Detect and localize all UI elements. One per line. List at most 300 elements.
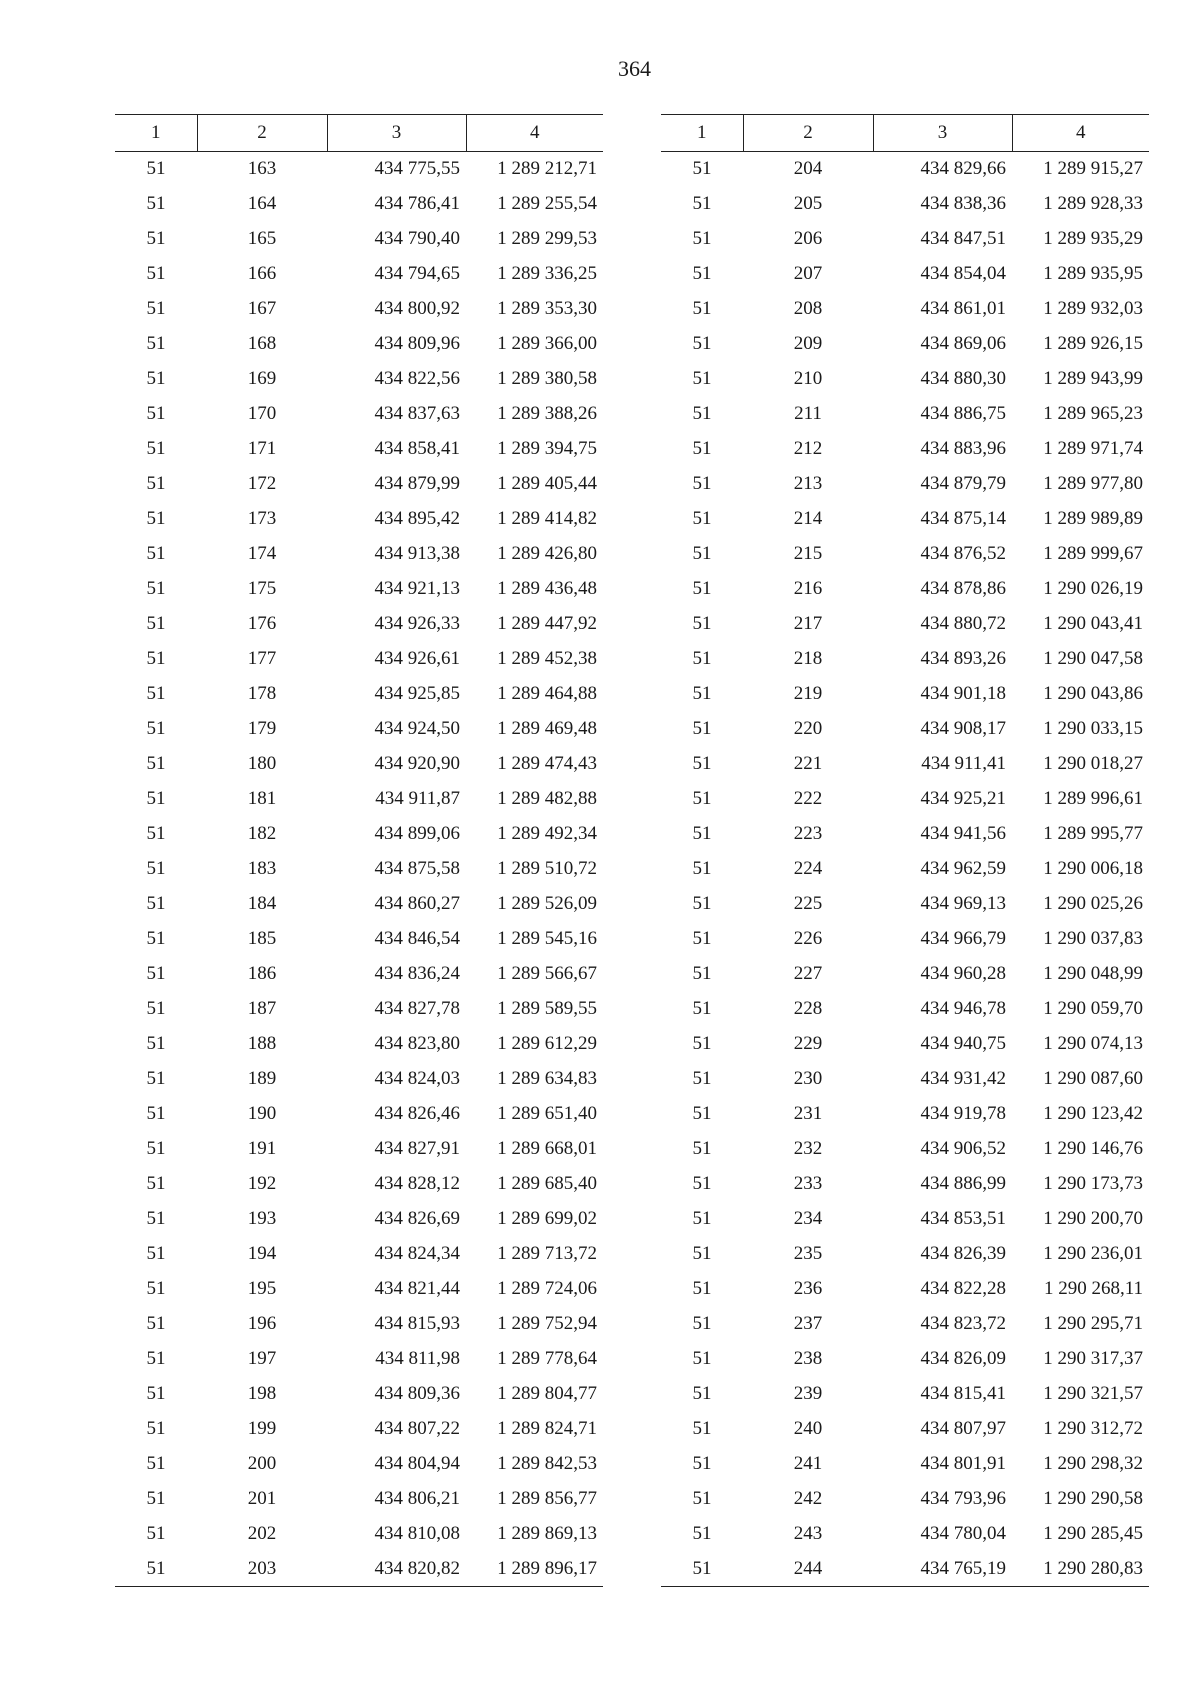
y-coordinate-cell: 1 290 043,41 (1043, 613, 1143, 634)
y-coordinate-cell: 1 289 436,48 (497, 578, 597, 599)
parcel-number-cell: 51 (146, 753, 166, 774)
x-coordinate-cell: 434 876,52 (920, 543, 1006, 564)
point-number-cell: 177 (247, 648, 277, 669)
point-number-cell: 168 (247, 333, 277, 354)
x-coordinate-cell: 434 858,41 (374, 438, 460, 459)
parcel-number-cell: 51 (146, 1173, 166, 1194)
table-row (115, 677, 603, 712)
y-coordinate-cell: 1 289 380,58 (497, 368, 597, 389)
table-row (661, 817, 1149, 852)
y-coordinate-cell: 1 290 026,19 (1043, 578, 1143, 599)
table-row (115, 642, 603, 677)
x-coordinate-cell: 434 847,51 (920, 228, 1006, 249)
y-coordinate-cell: 1 289 778,64 (497, 1348, 597, 1369)
y-coordinate-cell: 1 290 074,13 (1043, 1033, 1143, 1054)
y-coordinate-cell: 1 290 298,32 (1043, 1453, 1143, 1474)
table-row (115, 817, 603, 852)
parcel-number-cell: 51 (692, 683, 712, 704)
x-coordinate-cell: 434 895,42 (374, 508, 460, 529)
y-coordinate-cell: 1 289 724,06 (497, 1278, 597, 1299)
point-number-cell: 233 (793, 1173, 823, 1194)
parcel-number-cell: 51 (146, 403, 166, 424)
table-row (661, 887, 1149, 922)
parcel-number-cell: 51 (692, 928, 712, 949)
x-coordinate-cell: 434 854,04 (920, 263, 1006, 284)
point-number-cell: 187 (247, 998, 277, 1019)
parcel-number-cell: 51 (692, 1418, 712, 1439)
x-coordinate-cell: 434 860,27 (374, 893, 460, 914)
parcel-number-cell: 51 (146, 158, 166, 180)
y-coordinate-cell: 1 289 926,15 (1043, 333, 1143, 354)
point-number-cell: 202 (247, 1523, 277, 1544)
table-row (661, 1272, 1149, 1307)
y-coordinate-cell: 1 290 006,18 (1043, 858, 1143, 879)
point-number-cell: 224 (793, 858, 823, 879)
point-number-cell: 164 (247, 193, 277, 214)
point-number-cell: 199 (247, 1418, 277, 1439)
x-coordinate-cell: 434 921,13 (374, 578, 460, 599)
parcel-number-cell: 51 (692, 648, 712, 669)
x-coordinate-cell: 434 919,78 (920, 1103, 1006, 1124)
point-number-cell: 182 (247, 823, 277, 844)
x-coordinate-cell: 434 966,79 (920, 928, 1006, 949)
parcel-number-cell: 51 (146, 263, 166, 284)
y-coordinate-cell: 1 289 869,13 (497, 1523, 597, 1544)
x-coordinate-cell: 434 786,41 (374, 193, 460, 214)
point-number-cell: 195 (247, 1278, 277, 1299)
parcel-number-cell: 51 (692, 788, 712, 809)
x-coordinate-cell: 434 875,58 (374, 858, 460, 879)
y-coordinate-cell: 1 289 824,71 (497, 1418, 597, 1439)
table-row (661, 1342, 1149, 1377)
table-row (661, 607, 1149, 642)
table-row (115, 1167, 603, 1202)
x-coordinate-cell: 434 960,28 (920, 963, 1006, 984)
table-row (115, 1202, 603, 1237)
x-coordinate-cell: 434 826,09 (920, 1348, 1006, 1369)
point-number-cell: 240 (793, 1418, 823, 1439)
point-number-cell: 244 (743, 1552, 873, 1587)
x-coordinate-cell: 434 920,90 (374, 753, 460, 774)
table-row (115, 1307, 603, 1342)
x-coordinate-cell: 434 946,78 (920, 998, 1006, 1019)
parcel-number-cell: 51 (146, 823, 166, 844)
parcel-number-cell: 51 (146, 543, 166, 564)
parcel-number-cell: 51 (692, 1313, 712, 1334)
x-coordinate-cell: 434 820,82 (327, 1552, 466, 1587)
parcel-number-cell: 51 (692, 298, 712, 319)
x-coordinate-cell: 434 925,85 (374, 683, 460, 704)
point-number-cell: 213 (793, 473, 823, 494)
parcel-number-cell: 51 (692, 333, 712, 354)
x-coordinate-cell: 434 807,97 (920, 1418, 1006, 1439)
y-coordinate-cell: 1 289 685,40 (497, 1173, 597, 1194)
point-number-cell: 171 (247, 438, 277, 459)
x-coordinate-cell: 434 886,99 (920, 1173, 1006, 1194)
table-row (115, 1027, 603, 1062)
parcel-number-cell: 51 (146, 1243, 166, 1264)
table-row (661, 1027, 1149, 1062)
y-coordinate-cell: 1 289 612,29 (497, 1033, 597, 1054)
parcel-number-cell: 51 (692, 1348, 712, 1369)
table-row (661, 397, 1149, 432)
x-coordinate-cell: 434 775,55 (374, 158, 460, 180)
parcel-number-cell: 51 (146, 368, 166, 389)
y-coordinate-cell: 1 290 048,99 (1043, 963, 1143, 984)
parcel-number-cell: 51 (146, 508, 166, 529)
point-number-cell: 243 (793, 1523, 823, 1544)
y-coordinate-cell: 1 289 842,53 (497, 1453, 597, 1474)
y-coordinate-cell: 1 289 469,48 (497, 718, 597, 739)
parcel-number-cell: 51 (692, 508, 712, 529)
parcel-number-cell: 51 (146, 1348, 166, 1369)
x-coordinate-cell: 434 869,06 (920, 333, 1006, 354)
x-coordinate-cell: 434 837,63 (374, 403, 460, 424)
parcel-number-cell: 51 (692, 1488, 712, 1509)
parcel-number-cell: 51 (146, 718, 166, 739)
table-row (661, 222, 1149, 257)
parcel-number-cell: 51 (146, 1488, 166, 1509)
y-coordinate-cell: 1 289 943,99 (1043, 368, 1143, 389)
x-coordinate-cell: 434 846,54 (374, 928, 460, 949)
table-row (115, 572, 603, 607)
x-coordinate-cell: 434 822,28 (920, 1278, 1006, 1299)
x-coordinate-cell: 434 853,51 (920, 1208, 1006, 1229)
parcel-number-cell: 51 (146, 683, 166, 704)
table-row (115, 1062, 603, 1097)
parcel-number-cell: 51 (146, 1383, 166, 1404)
table-row (661, 992, 1149, 1027)
y-coordinate-cell: 1 290 285,45 (1043, 1523, 1143, 1544)
point-number-cell: 174 (247, 543, 277, 564)
x-coordinate-cell: 434 925,21 (920, 788, 1006, 809)
point-number-cell: 188 (247, 1033, 277, 1054)
parcel-number-cell: 51 (146, 333, 166, 354)
table-row (115, 1447, 603, 1482)
table-row (115, 432, 603, 467)
parcel-number-cell: 51 (661, 1552, 743, 1587)
table-row (661, 1412, 1149, 1447)
x-coordinate-cell: 434 911,41 (921, 753, 1006, 774)
x-coordinate-cell: 434 880,30 (920, 368, 1006, 389)
x-coordinate-cell: 434 906,52 (920, 1138, 1006, 1159)
table-row (661, 537, 1149, 572)
x-coordinate-cell: 434 899,06 (374, 823, 460, 844)
table-header-row (661, 115, 1149, 152)
parcel-number-cell: 51 (146, 1208, 166, 1229)
x-coordinate-cell: 434 810,08 (374, 1523, 460, 1544)
parcel-number-cell: 51 (146, 1523, 166, 1544)
y-coordinate-cell: 1 289 965,23 (1043, 403, 1143, 424)
point-number-cell: 223 (793, 823, 823, 844)
table-row (115, 607, 603, 642)
point-number-cell: 230 (793, 1068, 823, 1089)
point-number-cell: 227 (793, 963, 823, 984)
point-number-cell: 183 (247, 858, 277, 879)
x-coordinate-cell: 434 815,41 (920, 1383, 1006, 1404)
parcel-number-cell: 51 (146, 1453, 166, 1474)
point-number-cell: 238 (793, 1348, 823, 1369)
x-coordinate-cell: 434 806,21 (374, 1488, 460, 1509)
parcel-number-cell: 51 (692, 578, 712, 599)
table-body-left (115, 152, 603, 1587)
parcel-number-cell: 51 (692, 893, 712, 914)
point-number-cell: 190 (247, 1103, 277, 1124)
parcel-number-cell: 51 (146, 893, 166, 914)
point-number-cell: 200 (247, 1453, 277, 1474)
parcel-number-cell: 51 (146, 998, 166, 1019)
parcel-number-cell: 51 (146, 1068, 166, 1089)
table-row (115, 327, 603, 362)
x-coordinate-cell: 434 969,13 (920, 893, 1006, 914)
parcel-number-cell: 51 (692, 543, 712, 564)
point-number-cell: 220 (793, 718, 823, 739)
table-row (115, 887, 603, 922)
x-coordinate-cell: 434 886,75 (920, 403, 1006, 424)
y-coordinate-cell: 1 290 018,27 (1043, 753, 1143, 774)
x-coordinate-cell: 434 878,86 (920, 578, 1006, 599)
point-number-cell: 176 (247, 613, 277, 634)
parcel-number-cell: 51 (692, 998, 712, 1019)
point-number-cell: 184 (247, 893, 277, 914)
x-coordinate-cell: 434 875,14 (920, 508, 1006, 529)
y-coordinate-cell: 1 290 025,26 (1043, 893, 1143, 914)
y-coordinate-cell: 1 289 353,30 (497, 298, 597, 319)
point-number-cell: 241 (793, 1453, 823, 1474)
y-coordinate-cell: 1 289 932,03 (1043, 298, 1143, 319)
x-coordinate-cell: 434 924,50 (374, 718, 460, 739)
y-coordinate-cell: 1 290 236,01 (1043, 1243, 1143, 1264)
x-coordinate-cell: 434 827,78 (374, 998, 460, 1019)
table-row (661, 1482, 1149, 1517)
parcel-number-cell: 51 (146, 1313, 166, 1334)
column-header-2: 2 (743, 115, 873, 152)
x-coordinate-cell: 434 826,69 (374, 1208, 460, 1229)
y-coordinate-cell: 1 289 915,27 (1043, 158, 1143, 180)
parcel-number-cell: 51 (692, 1278, 712, 1299)
table-body-right (661, 152, 1149, 1587)
point-number-cell: 211 (794, 403, 822, 424)
x-coordinate-cell: 434 801,91 (920, 1453, 1006, 1474)
table-row (115, 502, 603, 537)
y-coordinate-cell: 1 289 405,44 (497, 473, 597, 494)
y-coordinate-cell: 1 289 366,00 (497, 333, 597, 354)
table-row (661, 257, 1149, 292)
x-coordinate-cell: 434 807,22 (374, 1418, 460, 1439)
point-number-cell: 198 (247, 1383, 277, 1404)
point-number-cell: 217 (793, 613, 823, 634)
x-coordinate-cell: 434 926,61 (374, 648, 460, 669)
point-number-cell: 181 (247, 788, 277, 809)
table-row (115, 1342, 603, 1377)
parcel-number-cell: 51 (692, 438, 712, 459)
x-coordinate-cell: 434 823,72 (920, 1313, 1006, 1334)
table-row (661, 432, 1149, 467)
y-coordinate-cell: 1 289 935,95 (1043, 263, 1143, 284)
x-coordinate-cell: 434 815,93 (374, 1313, 460, 1334)
parcel-number-cell: 51 (692, 963, 712, 984)
x-coordinate-cell: 434 931,42 (920, 1068, 1006, 1089)
point-number-cell: 221 (793, 753, 823, 774)
x-coordinate-cell: 434 838,36 (920, 193, 1006, 214)
x-coordinate-cell: 434 827,91 (374, 1138, 460, 1159)
table-row (115, 1482, 603, 1517)
table-row (115, 747, 603, 782)
table-row (115, 782, 603, 817)
x-coordinate-cell: 434 941,56 (920, 823, 1006, 844)
x-coordinate-cell: 434 824,34 (374, 1243, 460, 1264)
y-coordinate-cell: 1 289 752,94 (497, 1313, 597, 1334)
parcel-number-cell: 51 (146, 1033, 166, 1054)
y-coordinate-cell: 1 289 426,80 (497, 543, 597, 564)
point-number-cell: 235 (793, 1243, 823, 1264)
table-row (661, 467, 1149, 502)
y-coordinate-cell: 1 289 464,88 (497, 683, 597, 704)
parcel-number-cell: 51 (692, 1453, 712, 1474)
x-coordinate-cell: 434 861,01 (920, 298, 1006, 319)
table-row (661, 677, 1149, 712)
table-row (661, 362, 1149, 397)
y-coordinate-cell: 1 289 996,61 (1043, 788, 1143, 809)
point-number-cell: 231 (793, 1103, 823, 1124)
x-coordinate-cell: 434 883,96 (920, 438, 1006, 459)
y-coordinate-cell: 1 289 896,17 (466, 1552, 603, 1587)
y-coordinate-cell: 1 290 295,71 (1043, 1313, 1143, 1334)
point-number-cell: 207 (793, 263, 823, 284)
table-row (115, 1272, 603, 1307)
table-row (661, 852, 1149, 887)
x-coordinate-cell: 434 940,75 (920, 1033, 1006, 1054)
x-coordinate-cell: 434 765,19 (873, 1552, 1012, 1587)
parcel-number-cell: 51 (146, 578, 166, 599)
parcel-number-cell: 51 (692, 1208, 712, 1229)
x-coordinate-cell: 434 926,33 (374, 613, 460, 634)
x-coordinate-cell: 434 911,87 (375, 788, 460, 809)
parcel-number-cell: 51 (692, 718, 712, 739)
point-number-cell: 214 (793, 508, 823, 529)
y-coordinate-cell: 1 289 474,43 (497, 753, 597, 774)
point-number-cell: 173 (247, 508, 277, 529)
point-number-cell: 232 (793, 1138, 823, 1159)
y-coordinate-cell: 1 289 452,38 (497, 648, 597, 669)
table-row (115, 292, 603, 327)
table-row (115, 537, 603, 572)
point-number-cell: 179 (247, 718, 277, 739)
parcel-number-cell: 51 (146, 193, 166, 214)
parcel-number-cell: 51 (146, 788, 166, 809)
table-row (661, 1447, 1149, 1482)
parcel-number-cell: 51 (692, 1138, 712, 1159)
parcel-number-cell: 51 (146, 858, 166, 879)
x-coordinate-cell: 434 794,65 (374, 263, 460, 284)
point-number-cell: 196 (247, 1313, 277, 1334)
point-number-cell: 237 (793, 1313, 823, 1334)
y-coordinate-cell: 1 289 336,25 (497, 263, 597, 284)
table-row (115, 187, 603, 222)
point-number-cell: 193 (247, 1208, 277, 1229)
y-coordinate-cell: 1 289 482,88 (497, 788, 597, 809)
table-row (115, 257, 603, 292)
y-coordinate-cell: 1 289 989,89 (1043, 508, 1143, 529)
point-number-cell: 169 (247, 368, 277, 389)
table-row (661, 572, 1149, 607)
point-number-cell: 219 (793, 683, 823, 704)
point-number-cell: 178 (247, 683, 277, 704)
y-coordinate-cell: 1 290 317,37 (1043, 1348, 1143, 1369)
x-coordinate-cell: 434 879,79 (920, 473, 1006, 494)
parcel-number-cell: 51 (692, 158, 712, 180)
parcel-number-cell: 51 (692, 1068, 712, 1089)
y-coordinate-cell: 1 289 212,71 (497, 158, 597, 180)
parcel-number-cell: 51 (146, 928, 166, 949)
point-number-cell: 236 (793, 1278, 823, 1299)
point-number-cell: 186 (247, 963, 277, 984)
parcel-number-cell: 51 (692, 473, 712, 494)
point-number-cell: 228 (793, 998, 823, 1019)
point-number-cell: 180 (247, 753, 277, 774)
column-header-1: 1 (115, 115, 197, 152)
column-header-4: 4 (1012, 115, 1149, 152)
y-coordinate-cell: 1 289 668,01 (497, 1138, 597, 1159)
y-coordinate-cell: 1 289 995,77 (1043, 823, 1143, 844)
point-number-cell: 203 (197, 1552, 327, 1587)
x-coordinate-cell: 434 821,44 (374, 1278, 460, 1299)
point-number-cell: 226 (793, 928, 823, 949)
parcel-number-cell: 51 (692, 753, 712, 774)
x-coordinate-cell: 434 822,56 (374, 368, 460, 389)
y-coordinate-cell: 1 289 394,75 (497, 438, 597, 459)
table-row (115, 1552, 603, 1587)
table-row (661, 1237, 1149, 1272)
point-number-cell: 215 (793, 543, 823, 564)
y-coordinate-cell: 1 290 290,58 (1043, 1488, 1143, 1509)
point-number-cell: 205 (793, 193, 823, 214)
x-coordinate-cell: 434 908,17 (920, 718, 1006, 739)
y-coordinate-cell: 1 289 299,53 (497, 228, 597, 249)
y-coordinate-cell: 1 290 047,58 (1043, 648, 1143, 669)
table-row (115, 1377, 603, 1412)
parcel-number-cell: 51 (692, 823, 712, 844)
parcel-number-cell: 51 (692, 368, 712, 389)
point-number-cell: 204 (793, 158, 823, 180)
point-number-cell: 225 (793, 893, 823, 914)
y-coordinate-cell: 1 289 634,83 (497, 1068, 597, 1089)
point-number-cell: 201 (247, 1488, 277, 1509)
parcel-number-cell: 51 (146, 473, 166, 494)
point-number-cell: 175 (247, 578, 277, 599)
point-number-cell: 163 (247, 158, 277, 180)
point-number-cell: 239 (793, 1383, 823, 1404)
x-coordinate-cell: 434 826,39 (920, 1243, 1006, 1264)
table-row (115, 467, 603, 502)
table-row (115, 992, 603, 1027)
table-row (661, 1062, 1149, 1097)
point-number-cell: 185 (247, 928, 277, 949)
table-row (661, 1552, 1149, 1587)
y-coordinate-cell: 1 290 146,76 (1043, 1138, 1143, 1159)
point-number-cell: 206 (793, 228, 823, 249)
table-row (661, 1132, 1149, 1167)
y-coordinate-cell: 1 289 510,72 (497, 858, 597, 879)
point-number-cell: 197 (247, 1348, 277, 1369)
point-number-cell: 170 (247, 403, 277, 424)
point-number-cell: 212 (793, 438, 823, 459)
parcel-number-cell: 51 (146, 1138, 166, 1159)
y-coordinate-cell: 1 290 123,42 (1043, 1103, 1143, 1124)
y-coordinate-cell: 1 289 566,67 (497, 963, 597, 984)
parcel-number-cell: 51 (692, 1033, 712, 1054)
table-row (115, 1412, 603, 1447)
